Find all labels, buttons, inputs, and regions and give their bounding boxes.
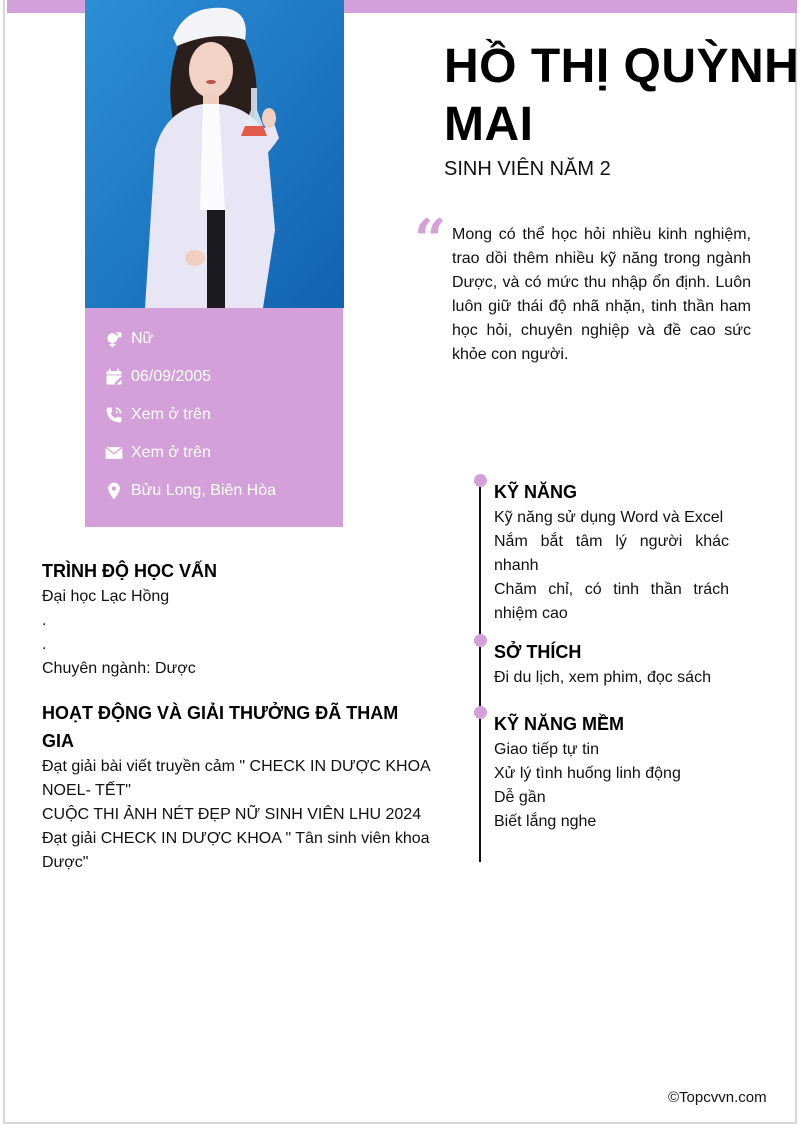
education-line: Chuyên ngành: Dược <box>42 660 196 677</box>
activity-item: CUỘC THI ẢNH NÉT ĐẸP NỮ SINH VIÊN LHU 2024 <box>42 806 422 823</box>
timeline-dot <box>474 706 487 719</box>
calendar-icon <box>103 366 125 388</box>
education-line: Đại học Lạc Hồng <box>42 588 170 605</box>
hobbies-title: SỞ THÍCH <box>494 642 582 662</box>
candidate-name: HỒ THỊ QUỲNH MAI <box>444 40 800 151</box>
location-icon <box>103 480 125 502</box>
email-value: Xem ở trên <box>131 444 211 461</box>
skill-item: Nắm bắt tâm lý người khác nhanh <box>494 533 729 574</box>
soft-skill-item: Dễ gần <box>494 789 546 806</box>
phone-icon <box>103 404 125 426</box>
activities-section <box>42 699 432 875</box>
profile-photo-illustration <box>85 0 344 308</box>
soft-skills-section <box>494 710 729 834</box>
skills-title: KỸ NĂNG <box>494 482 578 502</box>
activity-item: Đạt giải bài viết truyền cảm " CHECK IN DƯỢC KHOA NOEL- TẾT" <box>42 758 430 799</box>
timeline-dot <box>474 634 487 647</box>
quote-icon: “ <box>414 207 447 273</box>
gender-value: Nữ <box>131 330 154 347</box>
contact-address <box>85 472 343 510</box>
contact-gender <box>85 320 343 358</box>
soft-skills-title: KỸ NĂNG MỀM <box>494 714 624 734</box>
education-title: TRÌNH ĐỘ HỌC VẤN <box>42 561 217 581</box>
birthdate-value: 06/09/2005 <box>131 368 212 385</box>
activity-item: Đạt giải CHECK IN DƯỢC KHOA " Tân sinh viên khoa Dược" <box>42 830 430 871</box>
education-line: . <box>42 636 47 653</box>
soft-skill-item: Biết lắng nghe <box>494 813 597 830</box>
skill-item: Chăm chỉ, có tinh thần trách nhiệm cao <box>494 581 729 622</box>
candidate-title: SINH VIÊN NĂM 2 <box>444 158 611 180</box>
email-icon <box>103 442 125 464</box>
contact-birthdate <box>85 358 343 396</box>
timeline-line <box>479 480 481 862</box>
hobbies-section <box>494 638 729 690</box>
hobby-item: Đi du lịch, xem phim, đọc sách <box>494 669 711 686</box>
activities-title: HOẠT ĐỘNG VÀ GIẢI THƯỞNG ĐÃ THAM GIA <box>42 703 399 751</box>
contact-email <box>85 434 343 472</box>
skills-section <box>494 478 729 626</box>
copyright-footer: ©Topcvvn.com <box>668 1089 767 1106</box>
contact-info-panel <box>85 308 343 527</box>
soft-skill-item: Xử lý tình huống linh động <box>494 765 681 782</box>
skill-item: Kỹ năng sử dụng Word và Excel <box>494 509 724 526</box>
education-section <box>42 557 432 681</box>
contact-phone <box>85 396 343 434</box>
gender-icon <box>103 328 125 350</box>
career-objective: Mong có thể học hỏi nhiều kinh nghiệm, trao dồi thêm nhiều kỹ năng trong ngành Dược, và có mức thu nhập ổn định. Luôn luôn giữ thái độ nhã nhặn, tinh thần ham học hỏi, chuyên nghiệp và đề cao sức khỏe con người. <box>452 226 751 363</box>
education-line: . <box>42 612 47 629</box>
soft-skill-item: Giao tiếp tự tin <box>494 741 599 758</box>
address-value: Bửu Long, Biên Hòa <box>131 482 277 499</box>
timeline-dot <box>474 474 487 487</box>
profile-photo <box>85 0 344 308</box>
phone-value: Xem ở trên <box>131 406 211 423</box>
